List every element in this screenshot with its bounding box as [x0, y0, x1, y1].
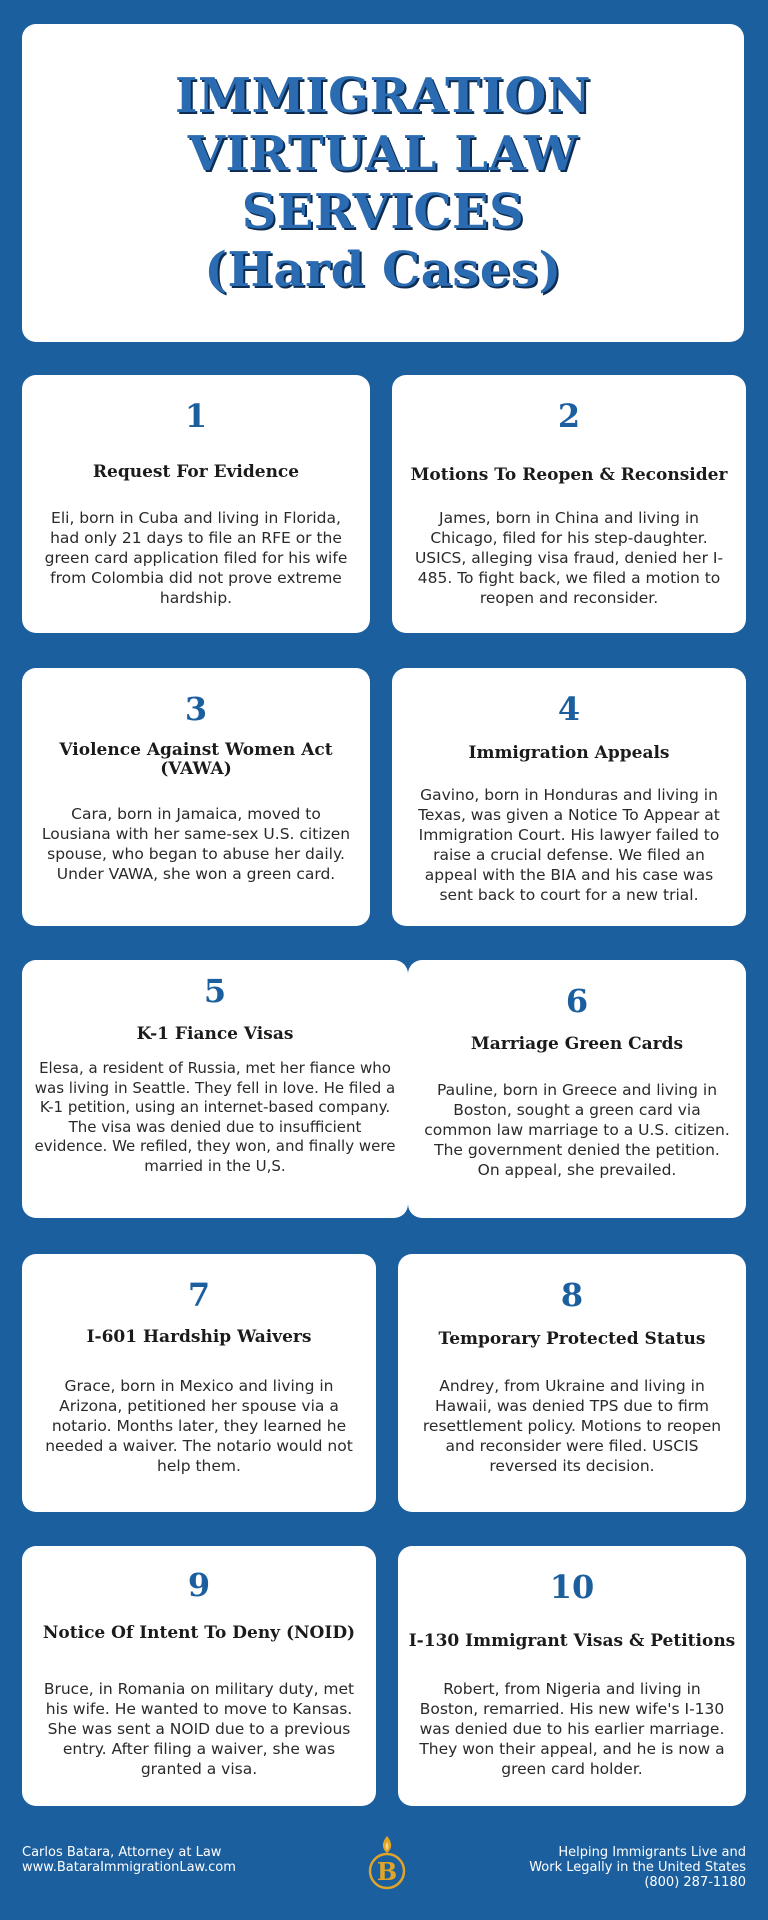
case-number: 3	[184, 690, 208, 728]
case-number: 6	[565, 982, 589, 1020]
logo-letter: B	[376, 1857, 398, 1886]
case-heading: Motions To Reopen & Reconsider	[410, 465, 728, 485]
phone-number[interactable]: (800) 287-1180	[644, 1875, 746, 1890]
tagline-line-1: Helping Immigrants Live and	[558, 1845, 746, 1860]
case-heading: I-601 Hardship Waivers	[86, 1327, 312, 1347]
title-card	[22, 24, 744, 342]
case-card-10	[398, 1546, 746, 1806]
case-number: 2	[557, 397, 581, 435]
case-heading: I-130 Immigrant Visas & Petitions	[408, 1631, 736, 1651]
case-number: 10	[549, 1568, 595, 1606]
case-card-3	[22, 668, 370, 926]
case-body: Eli, born in Cuba and living in Florida, had only 21 days to file an RFE or the green card application filed for his wife from Colombia did not prove extreme hardship.	[44, 509, 348, 607]
footer-tagline	[529, 1845, 746, 1890]
case-card-4	[392, 668, 746, 926]
case-card-5	[22, 960, 408, 1218]
page-title	[175, 67, 591, 299]
case-body: Elesa, a resident of Russia, met her fiance who was living in Seattle. They fell in love. He filed a K-1 petition, using an internet-based company. The visa was denied due to insufficient evidence. We refiled, they won, and finally were married in the U,S.	[34, 1059, 396, 1175]
case-card-6	[408, 960, 746, 1218]
case-body: Pauline, born in Greece and living in Boston, sought a green card via common law marriage to a U.S. citizen. The government denied the petition. On appeal, she prevailed.	[424, 1081, 730, 1179]
case-heading: Request For Evidence	[92, 462, 300, 482]
case-number: 5	[203, 972, 227, 1010]
case-heading: K-1 Fiance Visas	[136, 1024, 294, 1044]
case-card-7	[22, 1254, 376, 1512]
title-line-2: VIRTUAL LAW	[187, 126, 579, 182]
case-body: Grace, born in Mexico and living in Arizona, petitioned her spouse via a notario. Months later, they learned he needed a waiver. The notario would not help them.	[45, 1377, 353, 1475]
case-body: Andrey, from Ukraine and living in Hawaii, was denied TPS due to firm resettlement policy. Motions to reopen and reconsider were filed. USCIS reversed its decision.	[422, 1377, 722, 1475]
tagline-line-2: Work Legally in the United States	[529, 1860, 746, 1875]
case-number: 1	[184, 397, 208, 435]
case-number: 8	[560, 1276, 584, 1314]
case-body: James, born in China and living in Chicago, filed for his step-daughter. USICS, alleging visa fraud, denied her I-485. To fight back, we filed a motion to reopen and reconsider.	[414, 509, 724, 607]
title-line-4: (Hard Cases)	[204, 242, 562, 298]
case-body: Gavino, born in Honduras and living in Texas, was given a Notice To Appear at Immigration Court. His lawyer failed to raise a crucial defense. We filed an appeal with the BIA and his case was sent back to court for a new trial.	[418, 786, 720, 904]
case-card-2	[392, 375, 746, 633]
case-card-9	[22, 1546, 376, 1806]
case-number: 7	[187, 1276, 211, 1314]
attorney-name: Carlos Batara, Attorney at Law	[22, 1845, 222, 1860]
case-body: Robert, from Nigeria and living in Boston, remarried. His new wife's I-130 was denied due to his earlier marriage. They won their appeal, and he is now a green card holder.	[419, 1680, 725, 1778]
title-line-3: SERVICES	[241, 184, 525, 240]
case-heading: Notice Of Intent To Deny (NOID)	[42, 1623, 356, 1643]
case-heading: Immigration Appeals	[468, 743, 670, 763]
title-line-1: IMMIGRATION	[174, 68, 592, 124]
case-heading: Marriage Green Cards	[470, 1034, 684, 1054]
case-card-8	[398, 1254, 746, 1512]
firm-logo-icon	[362, 1834, 412, 1890]
case-number: 4	[557, 690, 581, 728]
case-heading: Temporary Protected Status	[438, 1329, 706, 1349]
case-body: Bruce, in Romania on military duty, met his wife. He wanted to move to Kansas. She was sent a NOID due to a previous entry. After filing a waiver, she was granted a visa.	[43, 1680, 355, 1778]
case-number: 9	[187, 1566, 211, 1604]
case-card-1	[22, 375, 370, 633]
website-link[interactable]: www.BataraImmigrationLaw.com	[22, 1860, 236, 1875]
case-body: Cara, born in Jamaica, moved to Lousiana with her same-sex U.S. citizen spouse, who began to abuse her daily. Under VAWA, she won a green card.	[41, 805, 351, 883]
case-heading: Violence Against Women Act (VAWA)	[59, 740, 333, 779]
footer-attorney-info	[22, 1845, 236, 1875]
